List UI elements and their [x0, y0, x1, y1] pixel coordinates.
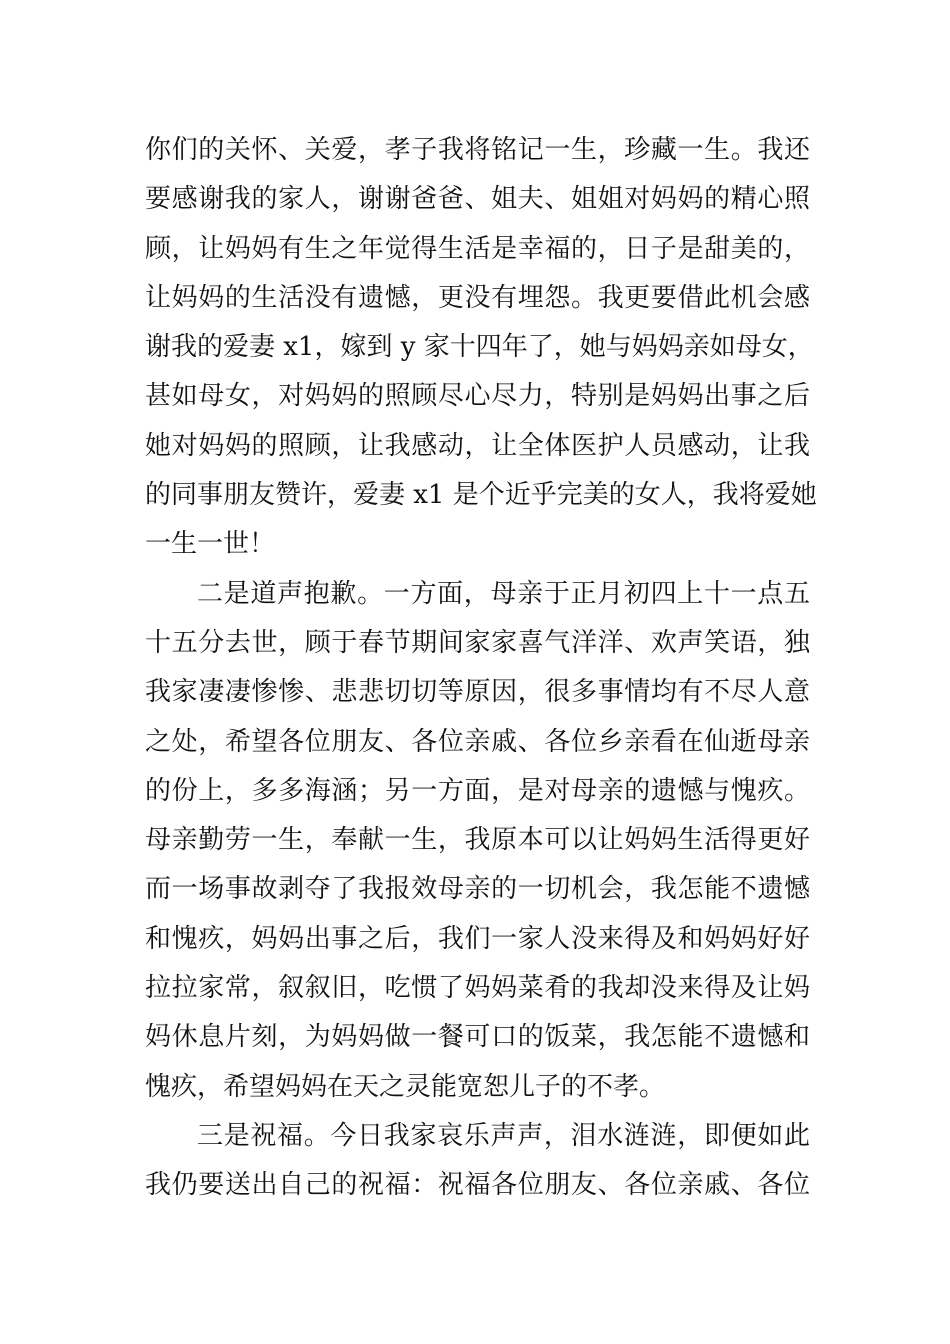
body-text	[145, 126, 817, 1211]
text-line: 的同事朋友赞许，爱妻 x1 是个近乎完美的女人，我将爱她	[145, 480, 817, 511]
text-line: 顾，让妈妈有生之年觉得生活是幸福的，日子是甜美的，	[145, 233, 810, 264]
text-line: 而一场事故剥夺了我报效母亲的一切机会，我怎能不遗憾	[145, 874, 810, 905]
text-line: 十五分去世，顾于春节期间家家喜气洋洋、欢声笑语，独	[145, 627, 810, 658]
text-line: 让妈妈的生活没有遗憾，更没有埋怨。我更要借此机会感	[145, 282, 810, 313]
text-line: 三是祝福。今日我家哀乐声声，泪水涟涟，即便如此	[197, 1120, 810, 1151]
text-line: 要感谢我的家人，谢谢爸爸、姐夫、姐姐对妈妈的精心照	[145, 184, 810, 215]
text-line: 母亲勤劳一生，奉献一生，我原本可以让妈妈生活得更好	[145, 825, 810, 856]
text-line: 我家凄凄惨惨、悲悲切切等原因，很多事情均有不尽人意	[145, 677, 810, 708]
text-line: 妈休息片刻，为妈妈做一餐可口的饭菜，我怎能不遗憾和	[145, 1022, 810, 1053]
text-line: 之处，希望各位朋友、各位亲戚、各位乡亲看在仙逝母亲	[145, 726, 810, 757]
text-line: 和愧疚，妈妈出事之后，我们一家人没来得及和妈妈好好	[145, 923, 810, 954]
text-line: 拉拉家常，叙叙旧，吃惯了妈妈菜肴的我却没来得及让妈	[145, 973, 810, 1004]
text-line: 二是道声抱歉。一方面，母亲于正月初四上十一点五	[197, 578, 810, 609]
text-line: 的份上，多多海涵；另一方面，是对母亲的遗憾与愧疚。	[145, 775, 810, 806]
text-line: 谢我的爱妻 x1，嫁到 y 家十四年了，她与妈妈亲如母女，	[145, 332, 814, 363]
text-line: 一生一世！	[145, 529, 276, 560]
text-line: 我仍要送出自己的祝福：祝福各位朋友、各位亲戚、各位	[145, 1170, 810, 1201]
text-line: 甚如母女，对妈妈的照顾尽心尽力，特别是妈妈出事之后	[145, 381, 810, 412]
text-line: 你们的关怀、关爱，孝子我将铭记一生，珍藏一生。我还	[145, 135, 810, 165]
text-line: 她对妈妈的照顾，让我感动，让全体医护人员感动，让我	[145, 430, 810, 461]
text-line: 愧疚，希望妈妈在天之灵能宽恕儿子的不孝。	[145, 1071, 666, 1102]
